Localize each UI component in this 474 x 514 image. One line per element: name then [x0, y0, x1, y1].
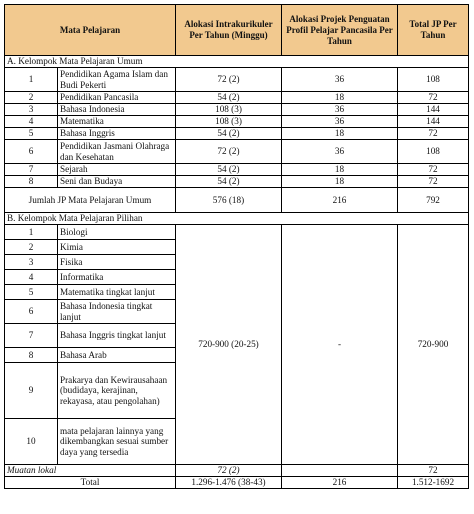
elective-intra-value: 720-900 (20-25)	[176, 225, 282, 465]
table-row	[5, 128, 469, 140]
row-number: 1	[5, 68, 58, 92]
header-p5: Alokasi Projek Penguatan Profil Pelajar Pancasila Per Tahun	[282, 5, 398, 56]
row-number: 3	[5, 255, 58, 270]
p5-value: 18	[282, 128, 398, 140]
subject-name: Prakarya dan Kewirausahaan (budidaya, kerajinan, rekayasa, atau pengolahan)	[58, 363, 176, 419]
row-number: 1	[5, 225, 58, 240]
p5-value: 36	[282, 104, 398, 116]
header-total: Total JP Per Tahun	[398, 5, 469, 56]
table-row	[5, 92, 469, 104]
section-b-title-row	[5, 213, 469, 225]
row-number: 6	[5, 140, 58, 164]
intra-value: 72 (2)	[176, 140, 282, 164]
table-row	[5, 225, 469, 240]
table-row	[5, 68, 469, 92]
p5-value: 36	[282, 116, 398, 128]
curriculum-table-container	[4, 4, 469, 489]
header-row	[5, 5, 469, 56]
grand-total-p5: 216	[282, 477, 398, 489]
row-number: 4	[5, 116, 58, 128]
sum-intra: 576 (18)	[176, 188, 282, 213]
row-number: 6	[5, 300, 58, 324]
total-value: 72	[398, 176, 469, 188]
grand-total-intra: 1.296-1.476 (38-43)	[176, 477, 282, 489]
row-number: 9	[5, 363, 58, 419]
muatan-lokal-row	[5, 465, 469, 477]
subject-name: Kimia	[58, 240, 176, 255]
total-value: 72	[398, 92, 469, 104]
total-value: 108	[398, 68, 469, 92]
subject-name: Informatika	[58, 270, 176, 285]
row-number: 7	[5, 324, 58, 348]
subject-name: Bahasa Indonesia tingkat lanjut	[58, 300, 176, 324]
intra-value: 54 (2)	[176, 176, 282, 188]
subject-name: Seni dan Budaya	[58, 176, 176, 188]
p5-value: 36	[282, 68, 398, 92]
subject-name: Matematika tingkat lanjut	[58, 285, 176, 300]
intra-value: 108 (3)	[176, 104, 282, 116]
subject-name: mata pelajaran lainnya yang dikembangkan sesuai sumber daya yang tersedia	[58, 419, 176, 465]
subject-name: Sejarah	[58, 164, 176, 176]
muatan-lokal-p5	[282, 465, 398, 477]
total-value: 144	[398, 116, 469, 128]
p5-value: 18	[282, 92, 398, 104]
table-row	[5, 140, 469, 164]
intra-value: 54 (2)	[176, 92, 282, 104]
p5-value: 36	[282, 140, 398, 164]
row-number: 2	[5, 92, 58, 104]
curriculum-allocation-table	[4, 4, 469, 489]
table-row	[5, 176, 469, 188]
p5-value: 18	[282, 176, 398, 188]
table-row	[5, 116, 469, 128]
section-a-title: A. Kelompok Mata Pelajaran Umum	[5, 56, 469, 68]
grand-total-total: 1.512-1692	[398, 477, 469, 489]
row-number: 5	[5, 128, 58, 140]
subject-name: Pendidikan Agama Islam dan Budi Pekerti	[58, 68, 176, 92]
row-number: 8	[5, 176, 58, 188]
intra-value: 72 (2)	[176, 68, 282, 92]
subject-name: Bahasa Indonesia	[58, 104, 176, 116]
table-row	[5, 104, 469, 116]
subject-name: Bahasa Inggris tingkat lanjut	[58, 324, 176, 348]
subject-name: Matematika	[58, 116, 176, 128]
total-value: 144	[398, 104, 469, 116]
sum-total: 792	[398, 188, 469, 213]
sum-label: Jumlah JP Mata Pelajaran Umum	[5, 188, 176, 213]
header-intra: Alokasi Intrakurikuler Per Tahun (Minggu)	[176, 5, 282, 56]
subject-name: Bahasa Inggris	[58, 128, 176, 140]
subject-name: Fisika	[58, 255, 176, 270]
grand-total-label: Total	[5, 477, 176, 489]
row-number: 5	[5, 285, 58, 300]
sum-row	[5, 188, 469, 213]
row-number: 10	[5, 419, 58, 465]
total-value: 72	[398, 128, 469, 140]
row-number: 3	[5, 104, 58, 116]
elective-total-value: 720-900	[398, 225, 469, 465]
subject-name: Bahasa Arab	[58, 348, 176, 363]
elective-p5-value: -	[282, 225, 398, 465]
section-b-title: B. Kelompok Mata Pelajaran Pilihan	[5, 213, 469, 225]
subject-name: Pendidikan Pancasila	[58, 92, 176, 104]
row-number: 8	[5, 348, 58, 363]
total-value: 108	[398, 140, 469, 164]
intra-value: 54 (2)	[176, 164, 282, 176]
section-a-title-row	[5, 56, 469, 68]
row-number: 4	[5, 270, 58, 285]
grand-total-row	[5, 477, 469, 489]
muatan-lokal-label: Muatan lokal	[5, 465, 176, 477]
intra-value: 108 (3)	[176, 116, 282, 128]
p5-value: 18	[282, 164, 398, 176]
muatan-lokal-total: 72	[398, 465, 469, 477]
subject-name: Biologi	[58, 225, 176, 240]
row-number: 7	[5, 164, 58, 176]
row-number: 2	[5, 240, 58, 255]
intra-value: 54 (2)	[176, 128, 282, 140]
subject-name: Pendidikan Jasmani Olahraga dan Kesehatan	[58, 140, 176, 164]
sum-p5: 216	[282, 188, 398, 213]
total-value: 72	[398, 164, 469, 176]
header-subject: Mata Pelajaran	[5, 5, 176, 56]
muatan-lokal-intra: 72 (2)	[176, 465, 282, 477]
table-row	[5, 164, 469, 176]
